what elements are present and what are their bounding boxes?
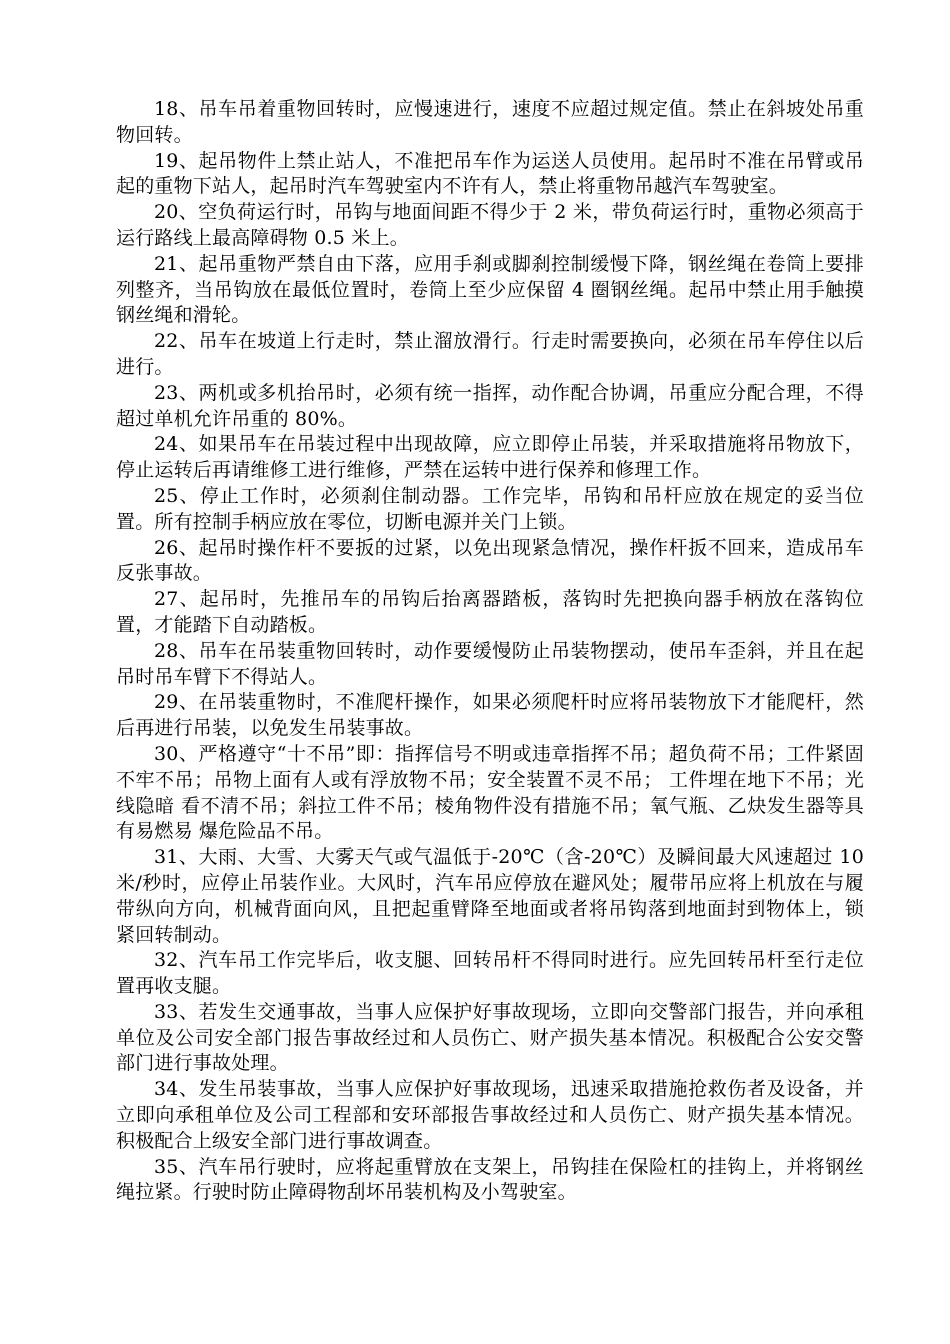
rule-21-paragraph: 21、起吊重物严禁自由下落，应用手刹或脚刹控制缓慢下降，钢丝绳在卷筒上要排列整齐，当吊钩放在最低位置时，卷筒上至少应保留 4 圈钢丝绳。起吊中禁止用手触摸钢丝绳和滑轮。 (116, 252, 864, 327)
document-body (116, 97, 864, 1206)
rule-23-paragraph: 23、两机或多机抬吊时，必须有统一指挥，动作配合协调，吊重应分配合理，不得超过单机允许吊重的 80%。 (116, 381, 864, 430)
rule-35-paragraph: 35、汽车吊行驶时，应将起重臂放在支架上，吊钩挂在保险杠的挂钩上，并将钢丝绳拉紧。行驶时防止障碍物刮坏吊装机构及小驾驶室。 (116, 1155, 864, 1204)
rule-19-paragraph: 19、起吊物件上禁止站人，不准把吊车作为运送人员使用。起吊时不准在吊臂或吊起的重物下站人，起吊时汽车驾驶室内不许有人，禁止将重物吊越汽车驾驶室。 (116, 149, 864, 198)
rule-31-paragraph: 31、大雨、大雪、大雾天气或气温低于-20℃（含-20℃）及瞬间最大风速超过 10 米/秒时，应停止吊装作业。大风时，汽车吊应停放在避风处；履带吊应将上机放在与履带纵向方向，机械背面向风，且把起重臂降至地面或者将吊钩落到地面封到物体上，锁紧回转制动。 (116, 846, 864, 946)
rule-26-paragraph: 26、起吊时操作杆不要扳的过紧，以免出现紧急情况，操作杆扳不回来，造成吊车反张事故。 (116, 536, 864, 585)
rule-22-paragraph: 22、吊车在坡道上行走时，禁止溜放滑行。行走时需要换向，必须在吊车停住以后进行。 (116, 330, 864, 378)
rule-27-paragraph: 27、起吊时，先推吊车的吊钩后抬离器踏板，落钩时先把换向器手柄放在落钩位置，才能踏下自动踏板。 (116, 588, 864, 636)
rule-25-paragraph: 25、停止工作时，必须刹住制动器。工作完毕，吊钩和吊杆应放在规定的妥当位置。所有控制手柄应放在零位，切断电源并关门上锁。 (116, 484, 864, 533)
rule-29-paragraph: 29、在吊装重物时，不准爬杆操作，如果必须爬杆时应将吊装物放下才能爬杆，然后再进行吊装，以免发生吊装事故。 (116, 691, 864, 740)
rule-30-paragraph: 30、严格遵守“十不吊”即：指挥信号不明或违章指挥不吊；超负荷不吊；工件紧固不牢不吊；吊物上面有人或有浮放物不吊；安全装置不灵不吊； 工件埋在地下不吊；光线隐暗 看不清不吊；斜拉工件不吊；棱角物件没有措施不吊；氧气瓶、乙炔发生器等具有易燃易 爆危险品不吊。 (116, 742, 864, 843)
rule-28-paragraph: 28、吊车在吊装重物回转时，动作要缓慢防止吊装物摆动，使吊车歪斜，并且在起吊时吊车臂下不得站人。 (116, 639, 864, 688)
rule-32-paragraph: 32、汽车吊工作完毕后，收支腿、回转吊杆不得同时进行。应先回转吊杆至行走位置再收支腿。 (116, 949, 864, 998)
rule-33-paragraph: 33、若发生交通事故，当事人应保护好事故现场，立即向交警部门报告，并向承租单位及公司安全部门报告事故经过和人员伤亡、财产损失基本情况。积极配合公安交警部门进行事故处理。 (116, 1000, 864, 1075)
rule-18-paragraph: 18、吊车吊着重物回转时，应慢速进行，速度不应超过规定值。禁止在斜坡处吊重物回转。 (116, 98, 864, 146)
rule-34-paragraph: 34、发生吊装事故，当事人应保护好事故现场，迅速采取措施抢救伤者及设备，并立即向承租单位及公司工程部和安环部报告事故经过和人员伤亡、财产损失基本情况。积极配合上级安全部门进行事故调查。 (116, 1078, 864, 1152)
rule-24-paragraph: 24、如果吊车在吊装过程中出现故障，应立即停止吊装，并采取措施将吊物放下，停止运转后再请维修工进行维修，严禁在运转中进行保养和修理工作。 (116, 433, 864, 482)
rule-20-paragraph: 20、空负荷运行时，吊钩与地面间距不得少于 2 米，带负荷运行时，重物必须高于运行路线上最高障碍物 0.5 米上。 (116, 201, 864, 249)
